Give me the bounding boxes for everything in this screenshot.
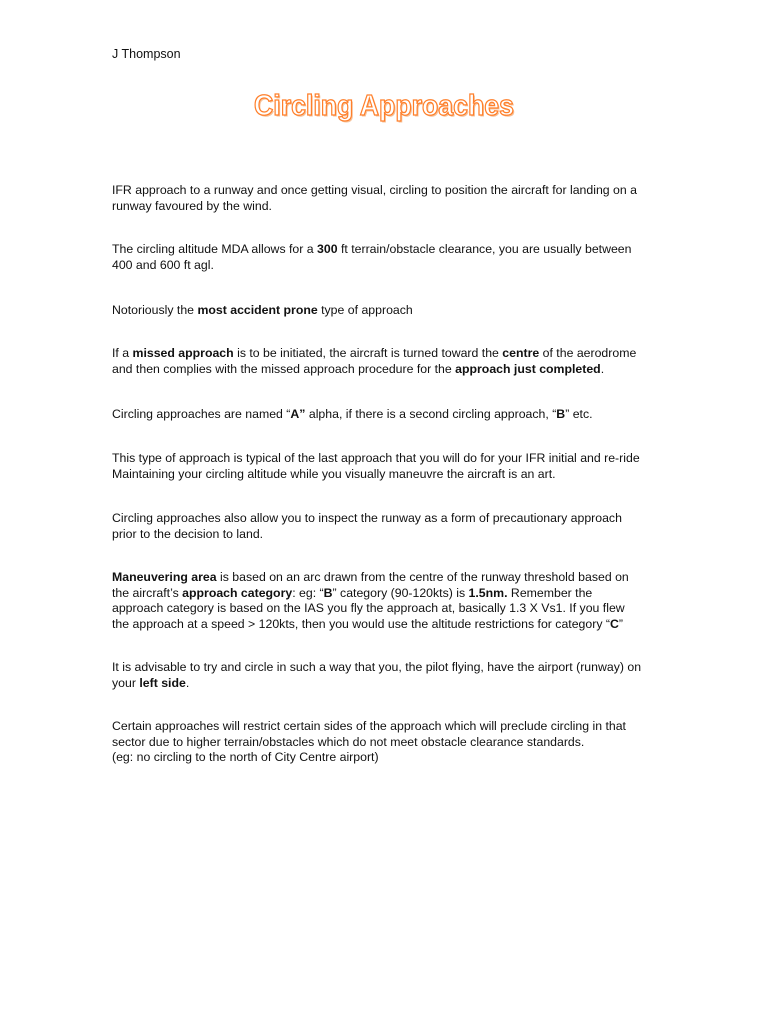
bold-text: B bbox=[556, 407, 566, 421]
text-line bbox=[112, 735, 664, 751]
text-run: of the aerodrome bbox=[539, 346, 637, 360]
bold-text: missed approach bbox=[132, 346, 234, 360]
text-run: type of approach bbox=[317, 303, 413, 317]
text-run: sector due to higher terrain/obstacles which do not meet obstacle clearance standards. bbox=[112, 734, 585, 749]
text-run: is based on an arc drawn from the centre of the runway threshold based on bbox=[216, 570, 629, 584]
text-line bbox=[112, 601, 664, 617]
bold-text: left side bbox=[139, 675, 186, 690]
paragraph-1 bbox=[112, 183, 664, 214]
text-line bbox=[112, 303, 664, 319]
text-line bbox=[112, 719, 664, 735]
bold-text: C bbox=[609, 616, 619, 631]
text-run: ft terrain/obstacle clearance, you are usually between bbox=[337, 242, 632, 256]
text-line bbox=[112, 617, 664, 633]
text-line bbox=[112, 511, 664, 527]
text-line bbox=[112, 586, 664, 602]
text-line bbox=[112, 407, 664, 423]
bold-text: B bbox=[323, 585, 333, 600]
text-run: ” bbox=[618, 616, 623, 631]
text-run: ” category (90-120kts) is bbox=[332, 585, 469, 600]
text-run: and then complies with the missed approach procedure for the bbox=[112, 361, 456, 376]
text-line bbox=[112, 527, 664, 543]
text-run: ” etc. bbox=[565, 407, 593, 421]
paragraph-2 bbox=[112, 242, 664, 273]
paragraph-9 bbox=[112, 660, 664, 691]
text-run: Certain approaches will restrict certain sides of the approach which will preclude circling in that bbox=[112, 719, 626, 733]
text-line bbox=[112, 467, 664, 483]
text-run: It is advisable to try and circle in such a way that you, the pilot flying, have the airport (runway) on bbox=[112, 660, 642, 674]
text-line bbox=[112, 346, 664, 362]
text-run: IFR approach to a runway and once getting visual, circling to position the aircraft for landing on a bbox=[112, 183, 637, 197]
text-run: 400 and 600 ft agl. bbox=[112, 257, 214, 272]
bold-text: 300 bbox=[317, 242, 338, 256]
text-run: Maintaining your circling altitude while you visually maneuvre the aircraft is an art. bbox=[112, 466, 556, 481]
bold-text: approach category bbox=[182, 585, 293, 600]
text-run: the approach at a speed > 120kts, then you would use the altitude restrictions for category “ bbox=[112, 616, 610, 631]
text-run: the aircraft’s bbox=[112, 585, 183, 600]
author-name: J Thompson bbox=[112, 47, 181, 61]
text-line bbox=[112, 451, 664, 467]
text-line bbox=[112, 183, 664, 199]
paragraph-3 bbox=[112, 303, 664, 319]
paragraph-7 bbox=[112, 511, 664, 542]
text-run: This type of approach is typical of the last approach that you will do for your IFR initial and re-ride bbox=[112, 451, 640, 465]
bold-text: approach just completed bbox=[455, 361, 601, 376]
text-run: Circling approaches are named “ bbox=[112, 407, 291, 421]
text-run: Notoriously the bbox=[112, 303, 198, 317]
text-run: approach category is based on the IAS you fly the approach at, basically 1.3 X Vs1. If you flew bbox=[112, 601, 625, 615]
bold-text: 1.5nm. bbox=[468, 585, 508, 600]
text-run: If a bbox=[112, 346, 133, 360]
text-run: . bbox=[185, 675, 190, 690]
bold-text: Maneuvering area bbox=[112, 570, 217, 584]
paragraph-10 bbox=[112, 719, 664, 766]
text-line bbox=[112, 362, 664, 378]
text-line bbox=[112, 258, 664, 274]
text-line bbox=[112, 242, 664, 258]
paragraph-4 bbox=[112, 346, 664, 377]
text-run: alpha, if there is a second circling approach, “ bbox=[305, 407, 557, 421]
bold-text: centre bbox=[502, 346, 540, 360]
document-title: Circling Approaches bbox=[254, 90, 514, 122]
bold-text: A” bbox=[290, 407, 306, 421]
text-run: : eg: “ bbox=[292, 585, 324, 600]
paragraph-5 bbox=[112, 407, 664, 423]
text-line bbox=[112, 750, 664, 766]
text-run: prior to the decision to land. bbox=[112, 526, 264, 541]
text-run: . bbox=[600, 361, 605, 376]
text-line bbox=[112, 570, 664, 586]
text-run: Circling approaches also allow you to inspect the runway as a form of precautionary approach bbox=[112, 511, 622, 525]
text-run: The circling altitude MDA allows for a bbox=[112, 242, 318, 256]
text-run: runway favoured by the wind. bbox=[112, 198, 272, 213]
paragraph-6 bbox=[112, 451, 664, 482]
text-run: your bbox=[112, 675, 140, 690]
text-run: (eg: no circling to the north of City Centre airport) bbox=[112, 750, 379, 764]
text-run: Remember the bbox=[507, 585, 593, 600]
text-run: is to be initiated, the aircraft is turned toward the bbox=[233, 346, 503, 360]
bold-text: most accident prone bbox=[197, 303, 318, 317]
paragraph-8 bbox=[112, 570, 664, 632]
text-line bbox=[112, 660, 664, 676]
text-line bbox=[112, 676, 664, 692]
text-line bbox=[112, 199, 664, 215]
